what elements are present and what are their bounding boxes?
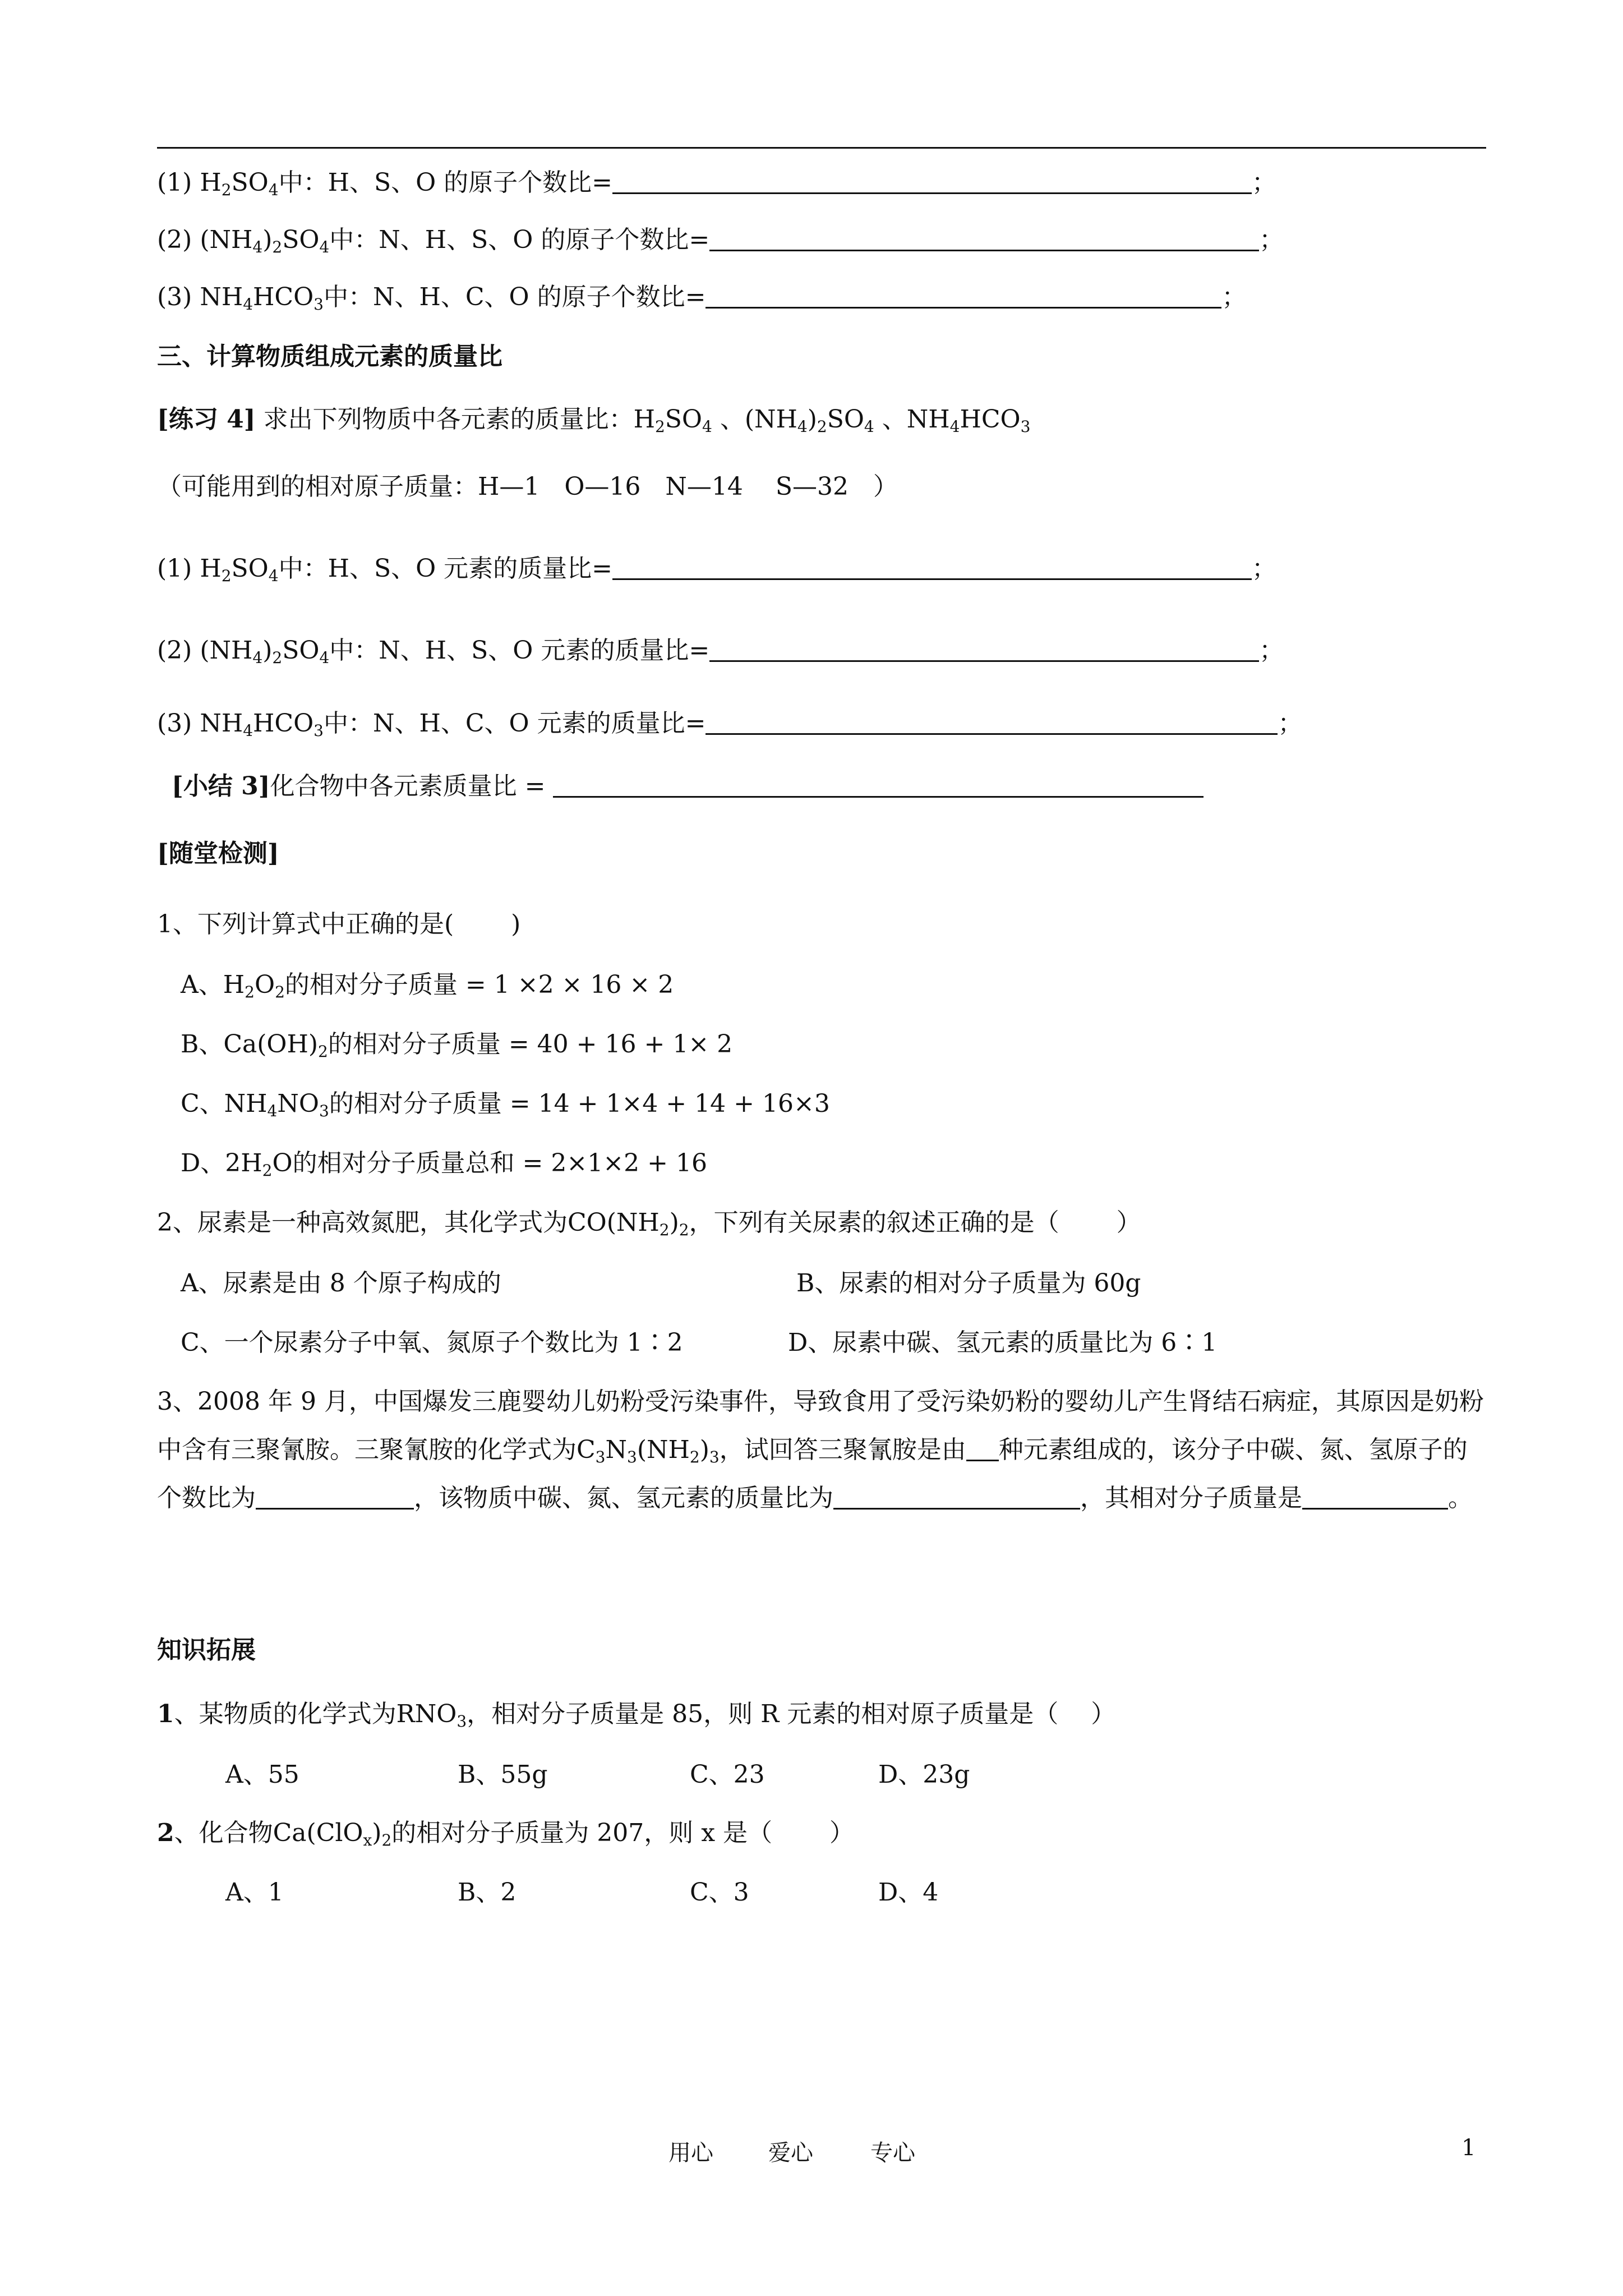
exercise-4: [练习 4] 求出下列物质中各元素的质量比：$H_2SO_4$ 、$(NH_4)_2SO_4$ 、$NH_4HCO_3$ (157, 405, 1031, 436)
check-q1: 1、下列计算式中正确的是( ) (157, 910, 521, 938)
atom-ratio-q1: (1) $H_2SO_4$中：H、S、O 的原子个数比= ； (157, 168, 1277, 199)
section-3-heading: 三、计算物质组成元素的质量比 (157, 342, 502, 371)
answer-blank[interactable] (966, 1435, 999, 1461)
check-q2-option-a: A、尿素是由 8 个原子构成的 (181, 1269, 501, 1297)
answer-blank[interactable] (553, 771, 1204, 798)
answer-blank[interactable] (612, 168, 1252, 194)
check-q2-option-d: D、尿素中碳、氢元素的质量比为 6∶1 (788, 1328, 1218, 1357)
answer-blank[interactable] (706, 708, 1278, 735)
extension-q2: 2、化合物$Ca(ClO_x)_2$的相对分子质量为 207，则 x 是（ ） (157, 1819, 855, 1849)
mass-ratio-q3: (3) $NH_4HCO_3$中：N、H、C、O 元素的质量比= ； (157, 709, 1303, 740)
atom-ratio-q2: (2) $(NH_4)_2SO_4$中：N、H、S、O 的原子个数比= ； (157, 226, 1284, 256)
footer-motto-3: 专心 (870, 2140, 915, 2166)
header-rule (157, 147, 1486, 149)
check-q1-option-b: B、$Ca(OH)_2$的相对分子质量 = 40 + 16 + 1× 2 (181, 1030, 733, 1061)
formula-nh4-2so4: $(NH_4)_2SO_4$ (200, 226, 330, 256)
check-heading: [随堂检测] (157, 839, 279, 868)
answer-blank[interactable] (256, 1483, 414, 1510)
extension-q1: 1、某物质的化学式为$RNO_3$，相对分子质量是 85，则 R 元素的相对原子质量是（ ） (157, 1700, 1116, 1731)
check-q3: 3、2008 年 9 月，中国爆发三鹿婴幼儿奶粉受污染事件，导致食用了受污染奶粉的婴幼儿产生肾结石病症，其原因是奶粉中含有三聚氰胺。三聚氰胺的化学式为$C_3N_3(NH_2)_3$，试回答三聚氰胺是由 种元素组成的，该分子中碳、氮、氢原子的个数比为 ，该物质中碳、氮、氢元素的质量比为 ，其相对分子质量是 。 (157, 1387, 1484, 1512)
footer-motto-1: 用心 (668, 2140, 713, 2166)
formula-nh4hco3: $NH_4HCO_3$ (200, 283, 324, 314)
atomic-mass-hint: （可能用到的相对原子质量：H—1 O—16 N—14 S—32 ） (157, 472, 898, 501)
extension-q1-options: A、55 B、55g C、23 D、23g (225, 1760, 970, 1789)
answer-blank[interactable] (833, 1483, 1080, 1510)
check-q2-option-c: C、一个尿素分子中氧、氮原子个数比为 1∶2 (181, 1328, 683, 1357)
mass-ratio-q2: (2) $(NH_4)_2SO_4$中：N、H、S、O 元素的质量比= ； (157, 636, 1284, 667)
extension-heading: 知识拓展 (157, 1636, 256, 1664)
page-number: 1 (1461, 2135, 1476, 2161)
answer-blank[interactable] (709, 225, 1259, 251)
answer-blank[interactable] (706, 282, 1221, 309)
atom-ratio-q3: (3) $NH_4HCO_3$中：N、H、C、O 的原子个数比= ； (157, 283, 1247, 314)
answer-blank[interactable] (612, 554, 1252, 580)
check-q1-option-a: A、$H_2O_2$的相对分子质量 = 1 ×2 × 16 × 2 (181, 970, 674, 1001)
check-q1-option-d: D、$2H_2O$的相对分子质量总和 = 2×1×2 + 16 (181, 1149, 707, 1180)
mass-ratio-q1: (1) $H_2SO_4$中：H、S、O 元素的质量比= ； (157, 554, 1277, 585)
answer-blank[interactable] (709, 636, 1259, 662)
formula-h2so4: $H_2SO_4$ (200, 168, 279, 199)
extension-q2-options: A、1 B、2 C、3 D、4 (225, 1878, 939, 1907)
summary-3: [小结 3]化合物中各元素质量比 = (172, 770, 1204, 803)
check-q1-option-c: C、$NH_4NO_3$的相对分子质量 = 14 + 1×4 + 14 + 16×3 (181, 1089, 830, 1120)
answer-blank[interactable] (1302, 1483, 1448, 1510)
check-q2-option-b: B、尿素的相对分子质量为 60g (796, 1269, 1141, 1297)
check-q2: 2、尿素是一种高效氮肥，其化学式为$CO(NH_2)_2$，下列有关尿素的叙述正确的是（ ） (157, 1208, 1141, 1239)
footer-motto-2: 爱心 (768, 2140, 813, 2166)
